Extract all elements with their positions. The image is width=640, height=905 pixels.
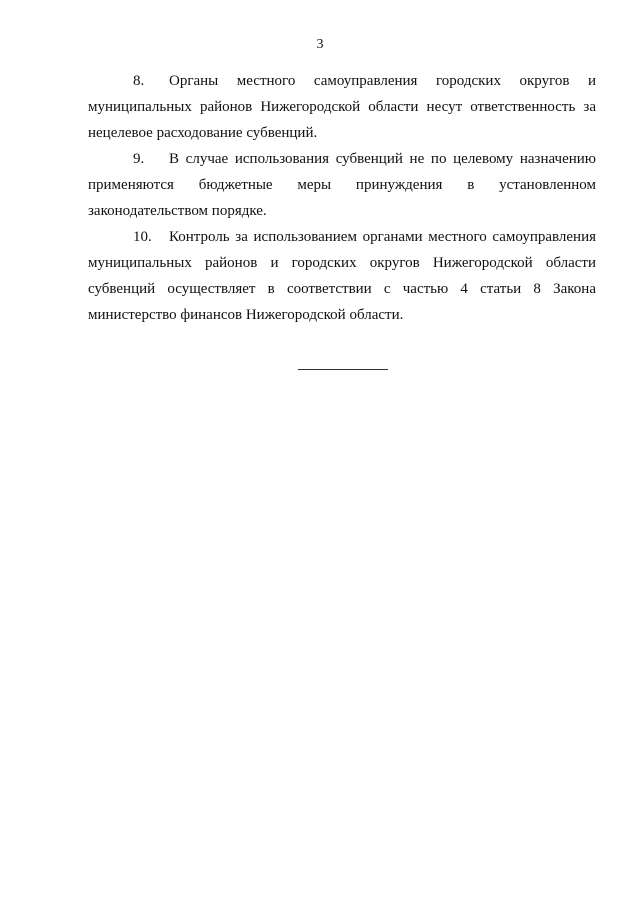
- paragraph-text: Контроль за использованием органами местного самоуправления муниципальных районов и городских округов Нижегородской области субвенций осуществляет в соответствии с частью 4 статьи 8 Закона министерство финансов Нижегородской области.: [88, 229, 596, 323]
- paragraph-number: 8.: [133, 73, 145, 89]
- document-body: [88, 68, 596, 328]
- paragraph-8: [88, 68, 596, 146]
- paragraph-text: Органы местного самоуправления городских округов и муниципальных районов Нижегородской области несут ответственность за нецелевое расходование субвенций.: [88, 73, 596, 141]
- paragraph-number: 10.: [133, 229, 152, 245]
- paragraph-9: [88, 146, 596, 224]
- page-number: 3: [316, 37, 324, 52]
- paragraph-text: В случае использования субвенций не по целевому назначению применяются бюджетные меры принуждения в установленном законодательством порядке.: [88, 151, 596, 219]
- paragraph-number: 9.: [133, 151, 145, 167]
- paragraph-10: [88, 224, 596, 328]
- end-separator-line: [298, 369, 388, 370]
